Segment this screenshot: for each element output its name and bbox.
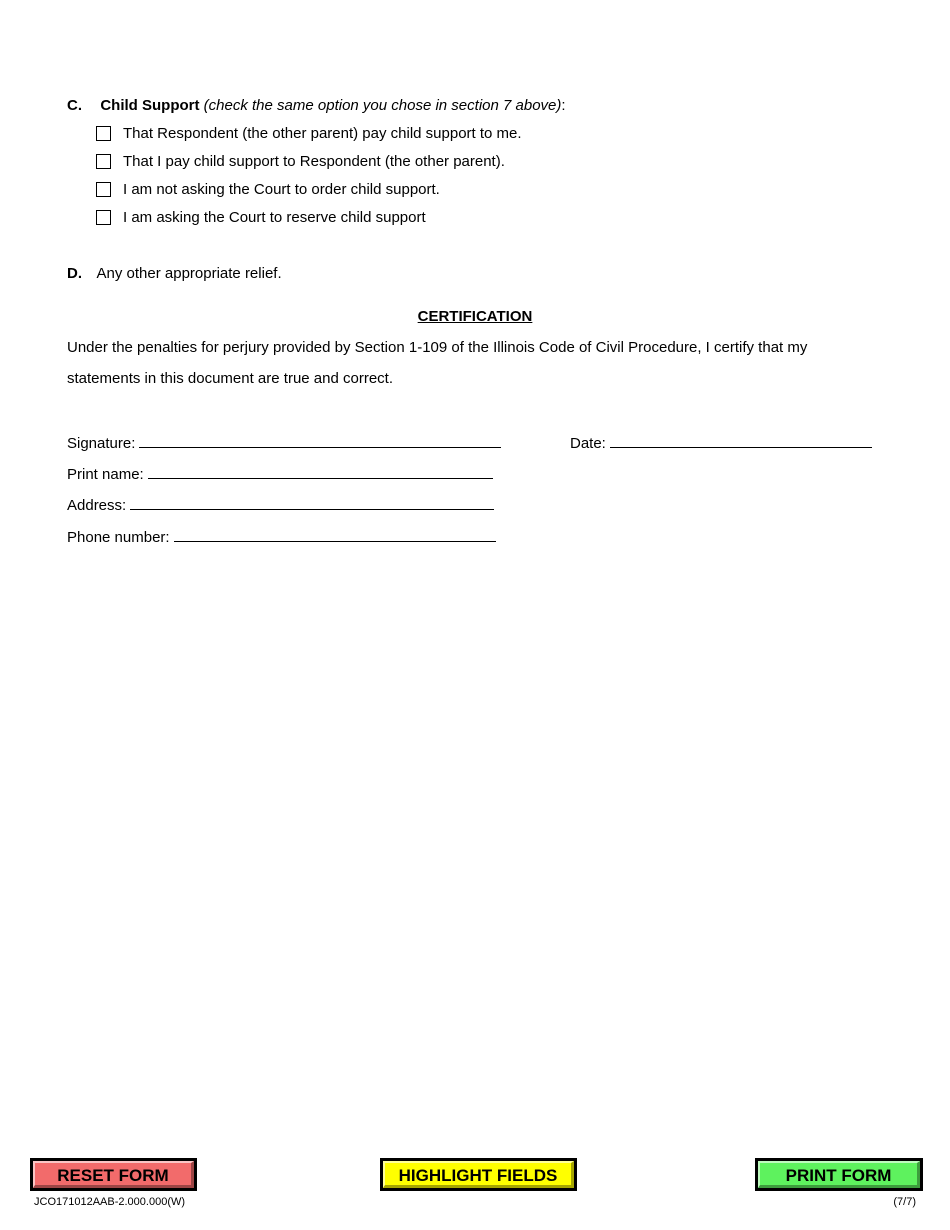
highlight-fields-button[interactable] <box>380 1158 577 1191</box>
certification-title: CERTIFICATION <box>417 308 533 325</box>
print-name-label: Print name: <box>67 466 144 483</box>
address-field[interactable] <box>130 495 494 510</box>
print-name-row <box>67 464 493 484</box>
form-code: JCO171012AAB-2.000.000(W) <box>34 1196 186 1208</box>
reset-form-label: RESET FORM <box>33 1161 194 1188</box>
signature-row <box>67 433 501 453</box>
option-reserve-label: I am asking the Court to reserve child support <box>123 209 426 226</box>
section-d <box>67 265 282 283</box>
option-not-asking-label: I am not asking the Court to order child support. <box>123 181 440 198</box>
option-i-pay-checkbox[interactable] <box>96 154 111 169</box>
phone-field[interactable] <box>174 527 496 542</box>
address-label: Address: <box>67 497 127 514</box>
date-field[interactable] <box>610 433 872 448</box>
section-c-title: Child Support <box>100 97 200 114</box>
certification-line-2: statements in this document are true and correct. <box>67 370 393 387</box>
certification-line-1: Under the penalties for perjury provided by Section 1-109 of the Illinois Code of Civil Procedure, I certify that my <box>67 339 808 356</box>
option-reserve-checkbox[interactable] <box>96 210 111 225</box>
option-respondent-pays-checkbox[interactable] <box>96 126 111 141</box>
phone-label: Phone number: <box>67 529 170 546</box>
section-d-letter: D. <box>67 265 82 282</box>
reset-form-button[interactable] <box>30 1158 197 1191</box>
section-c-heading <box>67 97 566 115</box>
date-row <box>570 433 872 453</box>
option-not-asking-checkbox[interactable] <box>96 182 111 197</box>
print-name-field[interactable] <box>148 464 493 479</box>
signature-field[interactable] <box>139 433 501 448</box>
page-number: (7/7) <box>893 1196 916 1208</box>
address-row <box>67 495 494 515</box>
section-c-letter: C. <box>67 97 82 114</box>
option-i-pay-label: That I pay child support to Respondent (the other parent). <box>123 153 505 170</box>
date-label: Date: <box>570 435 606 452</box>
option-respondent-pays-label: That Respondent (the other parent) pay child support to me. <box>123 125 522 142</box>
highlight-fields-label: HIGHLIGHT FIELDS <box>383 1161 574 1188</box>
signature-label: Signature: <box>67 435 136 452</box>
section-c-note: (check the same option you chose in section 7 above) <box>203 97 562 114</box>
phone-row <box>67 527 496 547</box>
section-c-colon: : <box>561 97 566 114</box>
print-form-button[interactable] <box>755 1158 923 1191</box>
print-form-label: PRINT FORM <box>758 1161 920 1188</box>
section-d-text: Any other appropriate relief. <box>96 265 282 282</box>
